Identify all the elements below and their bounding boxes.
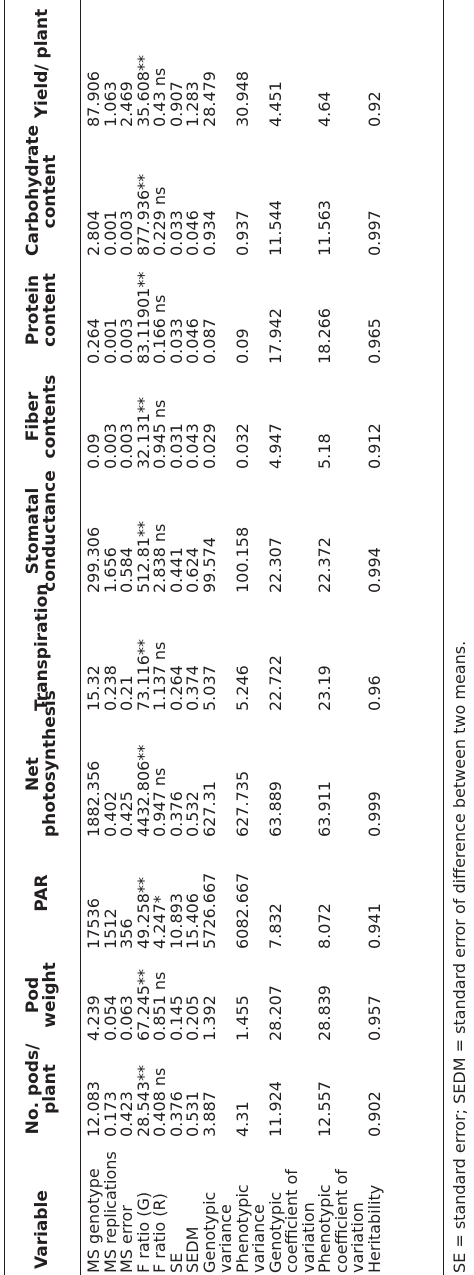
table-cell: 0.945 ns bbox=[150, 399, 169, 469]
table-cell: 63.889 bbox=[265, 781, 285, 837]
table-cell: 0.264 bbox=[84, 318, 103, 364]
table-row bbox=[367, 0, 384, 1275]
row-label: Genotypic coefficient of variation bbox=[265, 1169, 318, 1273]
table-cell: 0.001 bbox=[100, 318, 120, 364]
statistics-table bbox=[4, 0, 383, 1275]
table-cell: 63.911 bbox=[315, 781, 334, 837]
table-cell: 6082.667 bbox=[232, 872, 252, 949]
table-row bbox=[152, 0, 169, 1275]
table-cell: 0.425 bbox=[117, 791, 136, 837]
table-cell: 0.531 bbox=[183, 1091, 202, 1137]
table-cell: 2.469 bbox=[117, 81, 136, 127]
table-cell: 2.804 bbox=[84, 210, 103, 256]
table-cell: 0.902 bbox=[364, 1091, 384, 1137]
table-cell: 15.406 bbox=[183, 893, 202, 949]
table-cell: 0.001 bbox=[100, 210, 120, 256]
table-cell: 35.608** bbox=[133, 55, 153, 127]
table-cell: 11.563 bbox=[315, 200, 334, 256]
table-cell: 0.408 ns bbox=[150, 1067, 169, 1137]
table-cell: 1512 bbox=[100, 908, 120, 949]
table-cell: 0.624 bbox=[183, 547, 202, 593]
table-cell: 0.205 bbox=[183, 995, 202, 1041]
table-cell: 0.031 bbox=[166, 423, 186, 469]
table-cell: 0.532 bbox=[183, 791, 202, 837]
table-cell: 0.229 ns bbox=[150, 186, 169, 256]
table-cell: 877.936** bbox=[133, 173, 153, 256]
table-cell: 0.09 bbox=[84, 433, 103, 469]
table-body bbox=[80, 0, 383, 1275]
table-cell: 28.479 bbox=[199, 71, 219, 127]
row-label: Heritability bbox=[364, 1184, 384, 1273]
table-cell: 0.965 bbox=[364, 318, 384, 364]
column-header: No. pods/ plant bbox=[23, 1043, 60, 1135]
table-cell: 0.376 bbox=[166, 1091, 186, 1137]
table-cell: 99.574 bbox=[199, 537, 219, 593]
column-header: Yield/ plant bbox=[31, 8, 52, 119]
column-header: Net photosynthesis bbox=[23, 690, 60, 837]
table-cell: 0.029 bbox=[199, 423, 219, 469]
table-cell: 28.839 bbox=[315, 985, 334, 1041]
table-cell: 1.392 bbox=[199, 995, 219, 1041]
table-cell: 0.166 ns bbox=[150, 294, 169, 364]
table-cell: 0.374 bbox=[183, 665, 202, 711]
row-label: Phenotypic coefficient of variation bbox=[315, 1169, 367, 1273]
table-cell: 0.402 bbox=[100, 791, 120, 837]
table-cell: 11.924 bbox=[265, 1081, 285, 1137]
table-cell: 11.544 bbox=[265, 200, 285, 256]
table-row bbox=[317, 0, 367, 1275]
column-header: Pod weight bbox=[23, 962, 60, 1028]
table-cell: 0.054 bbox=[100, 995, 120, 1041]
row-label: Phenotypic variance bbox=[232, 1184, 268, 1273]
column-header: Variable bbox=[31, 1190, 52, 1269]
table-cell: 0.441 bbox=[166, 547, 186, 593]
row-label: SEDM bbox=[183, 1226, 202, 1273]
table-cell: 4.247* bbox=[150, 895, 169, 949]
table-cell: 627.735 bbox=[232, 770, 252, 837]
table-cell: 0.09 bbox=[232, 328, 252, 364]
table-cell: 0.21 bbox=[117, 675, 136, 711]
table-cell: 0.912 bbox=[364, 423, 384, 469]
table-cell: 0.264 bbox=[166, 665, 186, 711]
table-row bbox=[202, 0, 235, 1275]
table-cell: 0.376 bbox=[166, 791, 186, 837]
table-cell: 28.543** bbox=[133, 1065, 153, 1137]
table-cell: 0.046 bbox=[183, 318, 202, 364]
row-label: F ratio (G) bbox=[133, 1191, 153, 1273]
table-cell: 1.063 bbox=[100, 81, 120, 127]
table-row bbox=[268, 0, 318, 1275]
column-header: PAR bbox=[31, 874, 52, 912]
table-cell: 18.266 bbox=[315, 308, 334, 364]
column-header: Stomatal conductance bbox=[23, 470, 60, 592]
table-cell: 0.043 bbox=[183, 423, 202, 469]
table-cell: 0.003 bbox=[100, 423, 120, 469]
row-label: F ratio (R) bbox=[150, 1193, 169, 1273]
table-cell: 4.64 bbox=[315, 91, 334, 127]
table-cell: 23.19 bbox=[315, 665, 334, 711]
table-cell: 8.072 bbox=[315, 903, 334, 949]
table-cell: 0.851 ns bbox=[150, 971, 169, 1041]
table-header-row bbox=[4, 0, 80, 1275]
table-row bbox=[169, 0, 186, 1275]
table-cell: 32.131** bbox=[133, 397, 153, 469]
table-cell: 0.934 bbox=[199, 210, 219, 256]
table-cell: 512.81** bbox=[133, 521, 153, 593]
column-header: Carbohydrate content bbox=[23, 124, 60, 256]
table-cell: 49.258** bbox=[133, 877, 153, 949]
table-cell: 3.887 bbox=[199, 1091, 219, 1137]
table-cell: 0.96 bbox=[364, 675, 384, 711]
table-cell: 0.941 bbox=[364, 903, 384, 949]
row-label: Genotypic variance bbox=[199, 1191, 235, 1273]
table-cell: 4.31 bbox=[232, 1101, 252, 1137]
table-row bbox=[235, 0, 268, 1275]
table-cell: 0.033 bbox=[166, 318, 186, 364]
table-cell: 7.832 bbox=[265, 903, 285, 949]
table-cell: 0.173 bbox=[100, 1091, 120, 1137]
table-cell: 0.994 bbox=[364, 547, 384, 593]
table-cell: 22.372 bbox=[315, 537, 334, 593]
table-cell: 1.656 bbox=[100, 547, 120, 593]
table-cell: 0.145 bbox=[166, 995, 186, 1041]
table-cell: 0.92 bbox=[364, 91, 384, 127]
table-cell: 0.003 bbox=[117, 318, 136, 364]
table-cell: 0.937 bbox=[232, 210, 252, 256]
table-cell: 0.003 bbox=[117, 423, 136, 469]
table-cell: 0.947 ns bbox=[150, 767, 169, 837]
table-cell: 5.18 bbox=[315, 433, 334, 469]
table-cell: 73.116** bbox=[133, 639, 153, 711]
column-header: Protein content bbox=[23, 273, 60, 347]
table-cell: 28.207 bbox=[265, 985, 285, 1041]
table-row bbox=[103, 0, 120, 1275]
table-cell: 5.037 bbox=[199, 665, 219, 711]
column-header: Transpiration bbox=[31, 583, 52, 711]
table-cell: 22.722 bbox=[265, 655, 285, 711]
table-cell: 30.948 bbox=[232, 71, 252, 127]
table-cell: 4.451 bbox=[265, 81, 285, 127]
table-cell: 0.032 bbox=[232, 423, 252, 469]
table-cell: 0.033 bbox=[166, 210, 186, 256]
table-cell: 12.083 bbox=[84, 1081, 103, 1137]
row-label: SE bbox=[166, 1252, 186, 1273]
table-cell: 0.957 bbox=[364, 995, 384, 1041]
table-cell: 0.584 bbox=[117, 547, 136, 593]
row-label: MS genotype bbox=[84, 1168, 103, 1273]
table-cell: 0.046 bbox=[183, 210, 202, 256]
table-row bbox=[80, 0, 103, 1275]
table-cell: 17.942 bbox=[265, 308, 285, 364]
table-cell: 0.087 bbox=[199, 318, 219, 364]
table-cell: 0.063 bbox=[117, 995, 136, 1041]
table-cell: 0.999 bbox=[364, 791, 384, 837]
table-cell: 0.003 bbox=[117, 210, 136, 256]
table-cell: 15.32 bbox=[84, 665, 103, 711]
table-row bbox=[185, 0, 202, 1275]
table-cell: 356 bbox=[117, 918, 136, 949]
table-cell: 299.306 bbox=[84, 526, 103, 593]
table-cell: 0.997 bbox=[364, 210, 384, 256]
table-cell: 100.158 bbox=[232, 526, 252, 593]
table-cell: 4432.806** bbox=[133, 744, 153, 837]
column-header: Fiber contents bbox=[23, 374, 60, 459]
table-cell: 67.245** bbox=[133, 969, 153, 1041]
table-cell: 4.947 bbox=[265, 423, 285, 469]
table-cell: 1.137 ns bbox=[150, 641, 169, 711]
table-cell: 0.43 ns bbox=[150, 67, 169, 127]
bottom-rule bbox=[443, 0, 444, 1275]
table-cell: 1.283 bbox=[183, 81, 202, 127]
table-cell: 1882.356 bbox=[84, 760, 103, 837]
table-cell: 87.906 bbox=[84, 71, 103, 127]
table-cell: 1.455 bbox=[232, 995, 252, 1041]
table-cell: 12.557 bbox=[315, 1081, 334, 1137]
table-cell: 4.239 bbox=[84, 995, 103, 1041]
table-cell: 0.907 bbox=[166, 81, 186, 127]
table-footnote: SE = standard error; SEDM = standard error of difference between two means. bbox=[450, 640, 469, 1273]
row-label: MS error bbox=[117, 1205, 136, 1273]
table-cell: 0.423 bbox=[117, 1091, 136, 1137]
table-cell: 627.31 bbox=[199, 781, 219, 837]
row-label: MS replications bbox=[100, 1151, 120, 1273]
table-cell: 2.838 ns bbox=[150, 523, 169, 593]
table-cell: 0.238 bbox=[100, 665, 120, 711]
table-cell: 83.11901** bbox=[133, 271, 153, 364]
table-cell: 22.307 bbox=[265, 537, 285, 593]
table-cell: 17536 bbox=[84, 898, 103, 949]
table-cell: 10.893 bbox=[166, 893, 186, 949]
table-cell: 5726.667 bbox=[199, 872, 219, 949]
table-cell: 5.246 bbox=[232, 665, 252, 711]
